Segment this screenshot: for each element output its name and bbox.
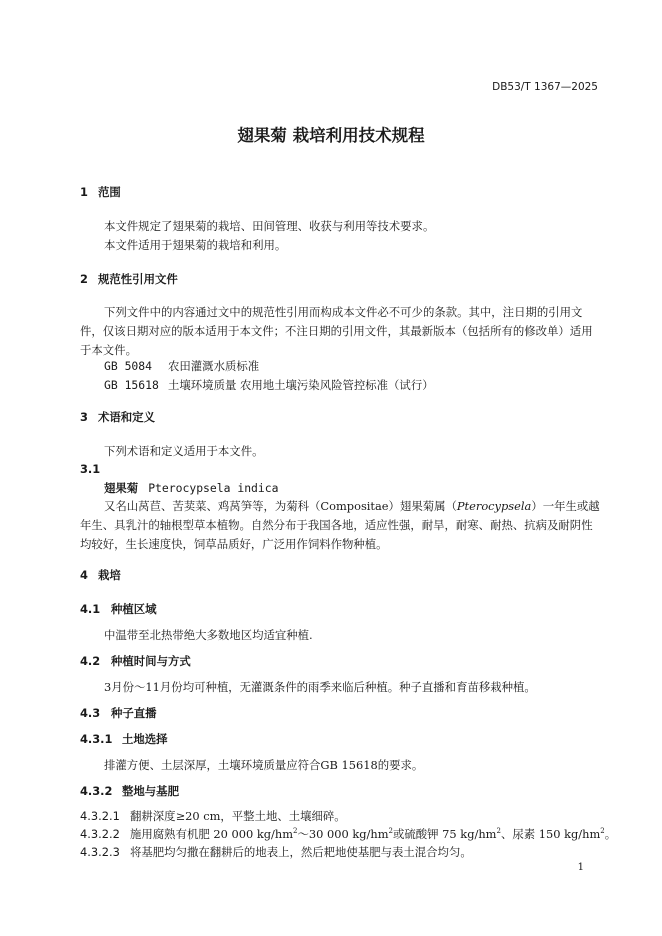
subsection-title: 种植区域 bbox=[111, 602, 157, 616]
subsection-title: 种子直播 bbox=[111, 706, 157, 720]
term-chinese-name: 翅果菊 bbox=[104, 481, 139, 495]
clause-4-3-2-2 bbox=[80, 826, 616, 842]
term-number: 3.1 bbox=[80, 462, 101, 476]
reference-item bbox=[104, 377, 434, 393]
genus-name: Pterocypsela bbox=[456, 499, 532, 513]
clause-text: 、尿素 150 kg/hm bbox=[500, 827, 601, 841]
superscript: 2 bbox=[496, 827, 501, 836]
subsection-title: 土地选择 bbox=[122, 732, 168, 746]
clause-number: 4.3.2.1 bbox=[80, 809, 120, 823]
paragraph: 3月份～11月份均可种植，无灌溉条件的雨季来临后种植。种子直播和育苗移栽种植。 bbox=[104, 680, 536, 694]
paragraph: 下列文件中的内容通过文中的规范性引用而构成本文件必不可少的条款。其中，注日期的引用文件，仅该日期对应的版本适用于本文件；不注日期的引用文件，其最新版本（包括所有的修改单）适用于本文件。 bbox=[80, 305, 593, 357]
section-2-heading bbox=[80, 271, 178, 287]
subsection-4-3-heading bbox=[80, 705, 157, 721]
definition-text: ）一年生或越年生、具乳汁的轴根型草本植物。自然分布于我国各地，适应性强，耐旱，耐寒、耐热、抗病及耐阴性均较好，生长速度快，饲草品质好，广泛用作饲料作物种植。 bbox=[80, 499, 600, 551]
reference-item bbox=[104, 358, 259, 374]
subsection-title: 整地与基肥 bbox=[122, 784, 179, 798]
section-number: 1 bbox=[80, 185, 88, 199]
clause-4-3-2-1 bbox=[80, 808, 346, 824]
clause-text: 。 bbox=[604, 827, 617, 841]
superscript: 2 bbox=[293, 827, 298, 836]
document-title: 翅果菊 栽培利用技术规程 bbox=[237, 126, 425, 145]
term-latin-name: Pterocypsela indica bbox=[148, 481, 279, 495]
section-4-heading bbox=[80, 567, 121, 583]
subsection-number: 4.3.1 bbox=[80, 732, 113, 746]
section-number: 2 bbox=[80, 272, 88, 286]
clause-number: 4.3.2.3 bbox=[80, 845, 120, 859]
definition-text: 又名山莴苣、苦荬菜、鸡莴笋等，为菊科（Compositae）翅果菊属（ bbox=[104, 499, 457, 513]
clause-text: 翻耕深度≥20 cm，平整土地、土壤细碎。 bbox=[130, 809, 346, 823]
subsection-4-3-2-heading bbox=[80, 783, 179, 799]
section-title: 范围 bbox=[98, 185, 121, 199]
subsection-number: 4.2 bbox=[80, 654, 101, 668]
subsection-4-1-heading bbox=[80, 601, 157, 617]
paragraph: 下列术语和定义适用于本文件。 bbox=[104, 444, 264, 458]
subsection-title: 种植时间与方式 bbox=[111, 654, 191, 668]
clause-text: 将基肥均匀撒在翻耕后的地表上，然后耙地使基肥与表土混合均匀。 bbox=[130, 845, 472, 859]
section-title: 术语和定义 bbox=[98, 410, 155, 424]
section-1-heading bbox=[80, 184, 121, 200]
clause-text: ～30 000 kg/hm bbox=[297, 827, 389, 841]
section-3-heading bbox=[80, 409, 155, 425]
paragraph: 排灌方便、土层深厚，土壤环境质量应符合GB 15618的要求。 bbox=[104, 758, 424, 772]
subsection-number: 4.1 bbox=[80, 602, 101, 616]
paragraph: 中温带至北热带绝大多数地区均适宜种植. bbox=[104, 628, 313, 642]
term-heading bbox=[104, 480, 279, 496]
clause-number: 4.3.2.2 bbox=[80, 827, 120, 841]
section-title: 规范性引用文件 bbox=[98, 272, 178, 286]
reference-name: 土壤环境质量 农用地土壤污染风险管控标准（试行） bbox=[168, 378, 434, 392]
section-number: 3 bbox=[80, 410, 88, 424]
page-number: 1 bbox=[577, 862, 584, 873]
section-title: 栽培 bbox=[98, 568, 121, 582]
paragraph: 本文件适用于翅果菊的栽培和利用。 bbox=[104, 238, 287, 252]
clause-text: 施用腐熟有机肥 20 000 kg/hm bbox=[130, 827, 294, 841]
superscript: 2 bbox=[388, 827, 393, 836]
subsection-4-2-heading bbox=[80, 653, 191, 669]
reference-code: GB 5084 bbox=[104, 359, 153, 373]
reference-code: GB 15618 bbox=[104, 378, 159, 392]
subsection-4-3-1-heading bbox=[80, 731, 168, 747]
document-code: DB53/T 1367—2025 bbox=[492, 81, 598, 93]
paragraph: 本文件规定了翅果菊的栽培、田间管理、收获与利用等技术要求。 bbox=[104, 219, 435, 233]
subsection-number: 4.3 bbox=[80, 706, 101, 720]
clause-text: 或硫酸钾 75 kg/hm bbox=[393, 827, 497, 841]
subsection-number: 4.3.2 bbox=[80, 784, 113, 798]
clause-4-3-2-3 bbox=[80, 844, 472, 860]
term-definition bbox=[80, 497, 602, 554]
section-number: 4 bbox=[80, 568, 88, 582]
superscript: 2 bbox=[600, 827, 605, 836]
reference-name: 农田灌溉水质标准 bbox=[168, 359, 260, 373]
